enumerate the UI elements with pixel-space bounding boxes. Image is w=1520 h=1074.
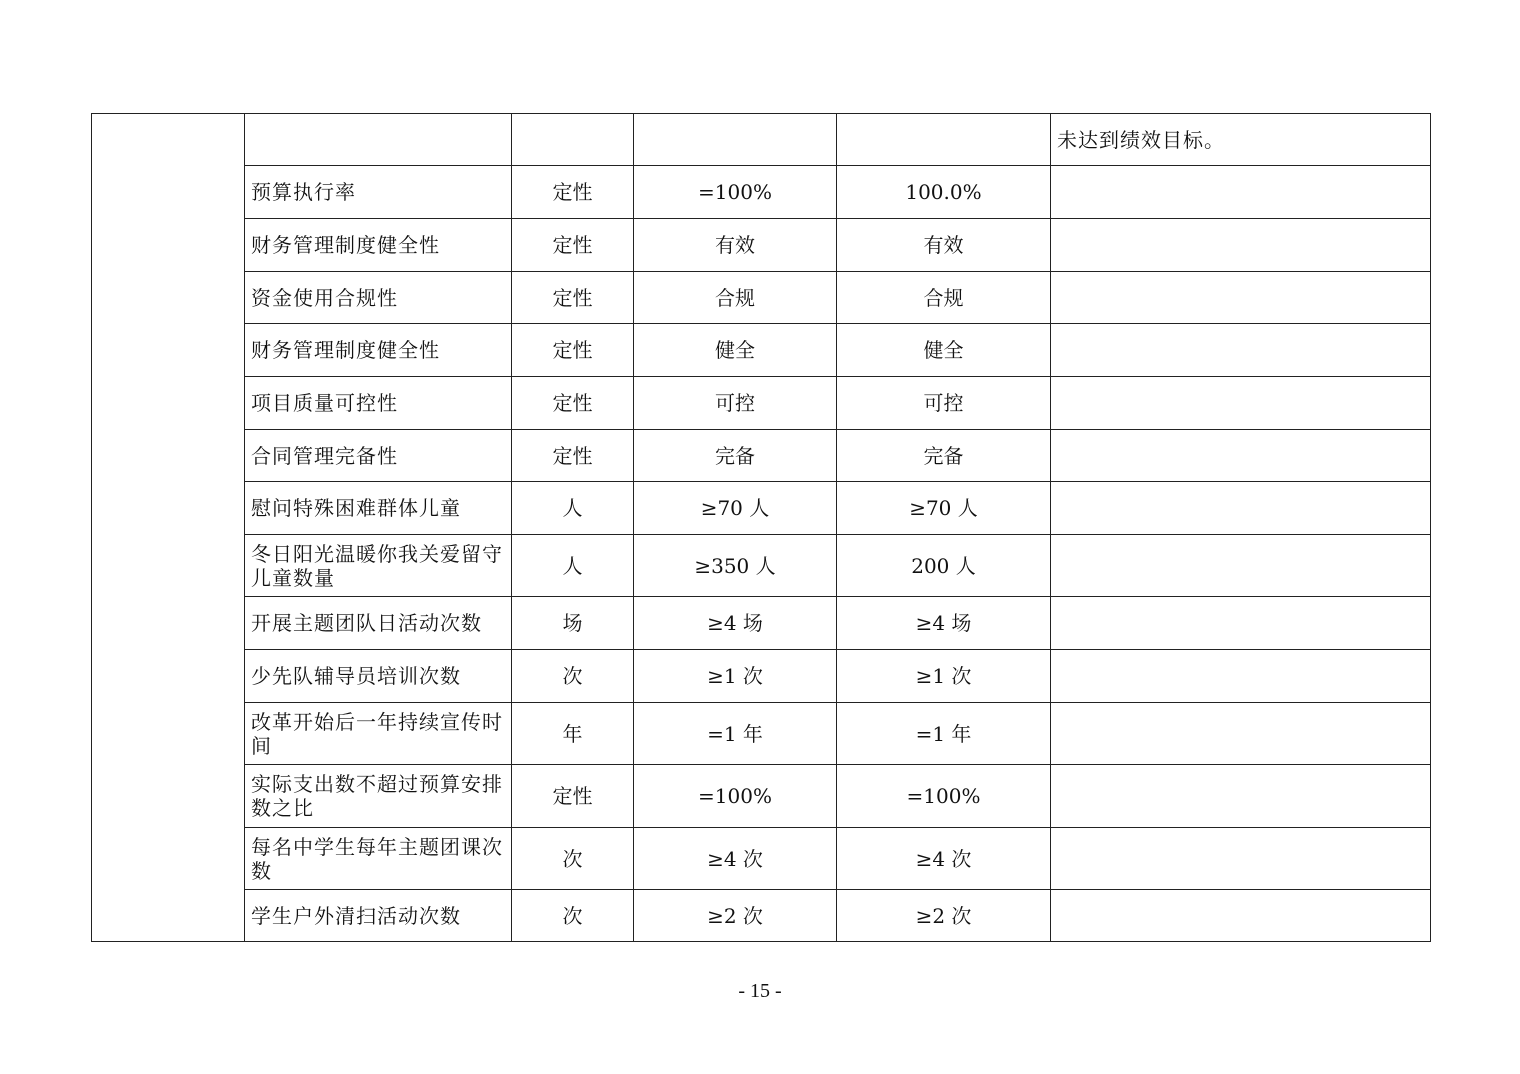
target-value-cell: 可控 (634, 377, 837, 430)
target-value-cell: 健全 (634, 324, 837, 377)
table-row (92, 597, 1431, 650)
indicator-unit-cell: 定性 (512, 219, 634, 272)
performance-table-body (92, 114, 1431, 942)
indicator-name-cell: 冬日阳光温暖你我关爱留守儿童数量 (245, 535, 512, 597)
indicator-unit-cell: 人 (512, 482, 634, 535)
indicator-name-cell: 财务管理制度健全性 (245, 324, 512, 377)
table-row (92, 324, 1431, 377)
table-row (92, 114, 1431, 166)
note-cell (1051, 166, 1431, 219)
indicator-unit-cell: 次 (512, 650, 634, 703)
actual-value-cell: 有效 (837, 219, 1051, 272)
actual-value-cell: 合规 (837, 272, 1051, 324)
actual-value-cell (837, 114, 1051, 166)
indicator-unit-cell: 定性 (512, 430, 634, 482)
note-cell (1051, 765, 1431, 828)
note-cell (1051, 828, 1431, 890)
note-cell: 未达到绩效目标。 (1051, 114, 1431, 166)
target-value-cell: ≥4 场 (634, 597, 837, 650)
indicator-unit-cell: 定性 (512, 324, 634, 377)
actual-value-cell: ≥70 人 (837, 482, 1051, 535)
indicator-name-cell: 慰问特殊困难群体儿童 (245, 482, 512, 535)
table-row (92, 535, 1431, 597)
target-value-cell (634, 114, 837, 166)
actual-value-cell: 可控 (837, 377, 1051, 430)
target-value-cell: ≥2 次 (634, 890, 837, 942)
indicator-unit-cell: 人 (512, 535, 634, 597)
target-value-cell: ≥350 人 (634, 535, 837, 597)
table-row (92, 890, 1431, 942)
target-value-cell: 有效 (634, 219, 837, 272)
table-row (92, 219, 1431, 272)
indicator-unit-cell: 定性 (512, 166, 634, 219)
table-row (92, 166, 1431, 219)
indicator-unit-cell: 年 (512, 703, 634, 765)
note-cell (1051, 324, 1431, 377)
indicator-unit-cell (512, 114, 634, 166)
indicator-unit-cell: 场 (512, 597, 634, 650)
indicator-unit-cell: 定性 (512, 377, 634, 430)
note-cell (1051, 650, 1431, 703)
indicator-name-cell: 资金使用合规性 (245, 272, 512, 324)
indicator-name-cell (245, 114, 512, 166)
note-cell (1051, 890, 1431, 942)
actual-value-cell: 100.0% (837, 166, 1051, 219)
indicator-name-cell: 少先队辅导员培训次数 (245, 650, 512, 703)
target-value-cell: =100% (634, 765, 837, 828)
table-row (92, 430, 1431, 482)
indicator-name-cell: 项目质量可控性 (245, 377, 512, 430)
indicator-unit-cell: 定性 (512, 765, 634, 828)
target-value-cell: =1 年 (634, 703, 837, 765)
indicator-name-cell: 开展主题团队日活动次数 (245, 597, 512, 650)
indicator-unit-cell: 定性 (512, 272, 634, 324)
note-cell (1051, 482, 1431, 535)
actual-value-cell: 健全 (837, 324, 1051, 377)
actual-value-cell: ≥2 次 (837, 890, 1051, 942)
indicator-name-cell: 每名中学生每年主题团课次数 (245, 828, 512, 890)
target-value-cell: 完备 (634, 430, 837, 482)
actual-value-cell: 完备 (837, 430, 1051, 482)
target-value-cell: ≥4 次 (634, 828, 837, 890)
actual-value-cell: ≥1 次 (837, 650, 1051, 703)
indicator-name-cell: 合同管理完备性 (245, 430, 512, 482)
table-row (92, 650, 1431, 703)
table-row (92, 703, 1431, 765)
target-value-cell: 合规 (634, 272, 837, 324)
table-row (92, 828, 1431, 890)
indicator-name-cell: 实际支出数不超过预算安排数之比 (245, 765, 512, 828)
indicator-name-cell: 预算执行率 (245, 166, 512, 219)
actual-value-cell: ≥4 次 (837, 828, 1051, 890)
indicator-name-cell: 学生户外清扫活动次数 (245, 890, 512, 942)
note-cell (1051, 430, 1431, 482)
table-row (92, 377, 1431, 430)
actual-value-cell: =100% (837, 765, 1051, 828)
actual-value-cell: ≥4 场 (837, 597, 1051, 650)
note-cell (1051, 377, 1431, 430)
note-cell (1051, 703, 1431, 765)
target-value-cell: ≥1 次 (634, 650, 837, 703)
indicator-name-cell: 改革开始后一年持续宣传时间 (245, 703, 512, 765)
indicator-name-cell: 财务管理制度健全性 (245, 219, 512, 272)
category-cell (92, 114, 245, 942)
note-cell (1051, 535, 1431, 597)
note-cell (1051, 272, 1431, 324)
indicator-unit-cell: 次 (512, 890, 634, 942)
actual-value-cell: 200 人 (837, 535, 1051, 597)
table-row (92, 482, 1431, 535)
page-number: - 15 - (738, 980, 782, 1002)
indicator-unit-cell: 次 (512, 828, 634, 890)
table-row (92, 765, 1431, 828)
actual-value-cell: =1 年 (837, 703, 1051, 765)
target-value-cell: =100% (634, 166, 837, 219)
table-row (92, 272, 1431, 324)
note-cell (1051, 597, 1431, 650)
target-value-cell: ≥70 人 (634, 482, 837, 535)
performance-table (91, 113, 1431, 942)
note-cell (1051, 219, 1431, 272)
